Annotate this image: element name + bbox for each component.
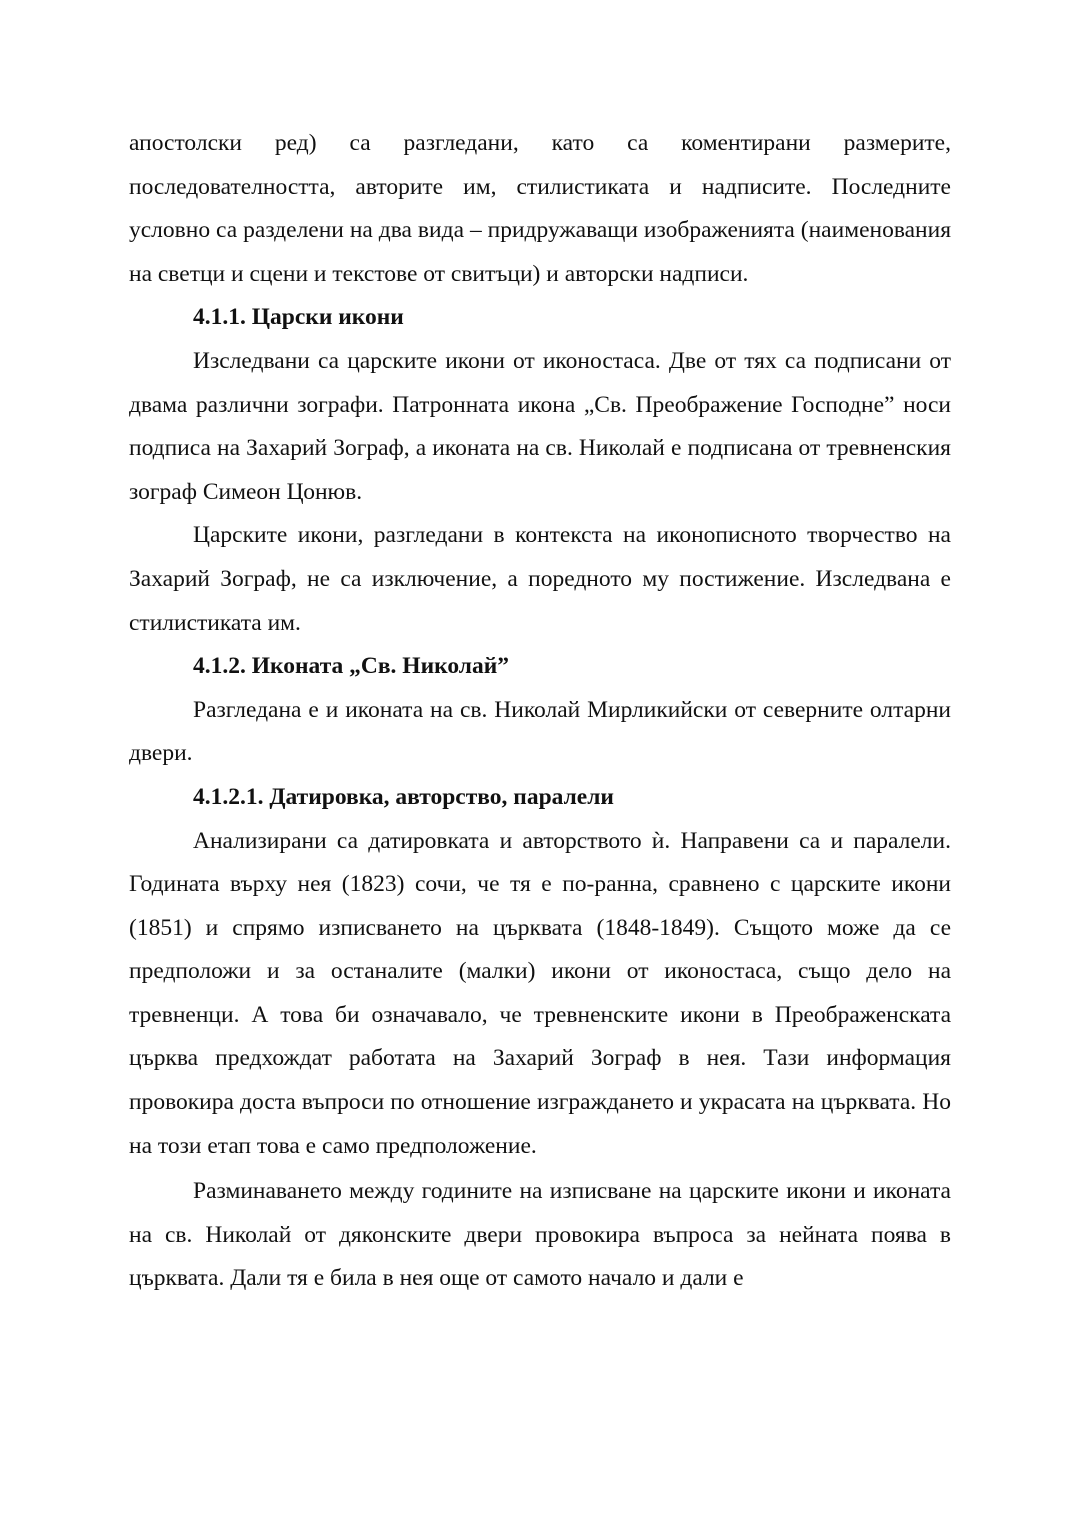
section-heading-4-1-1: 4.1.1. Царски икони [193, 304, 404, 331]
paragraph-royal-icons-context: Царските икони, разгледани в контекста на иконописното творчество на Захарий Зограф, не са изключение, а поредното му постижение. Изследвана е стилистиката им. [129, 522, 951, 636]
paragraph-dating-authorship: Анализирани са датировката и авторството ѝ. Направени са и паралели. Годината върху нея (1823) сочи, че тя е по-ранна, сравнено с царските икони (1851) и спрямо изписването на църквата (1848-1849). Същото може да се предположи и за останалите (малки) икони от иконостаса, също дело на тревненци. А това би означавало, че тревненските икони в Преображенската църква предхождат работата на Захарий Зограф в нея. Тази информация провокира доста въпроси по отношение изграждането и украсата на църквата. Но на този етап това е само предположение. [129, 827, 951, 1159]
document-page [129, 122, 951, 1301]
section-heading-4-1-2: 4.1.2. Иконата „Св. Николай” [193, 653, 510, 680]
paragraph-continuation: апостолски ред) са разгледани, като са коментирани размерите, последователността, авторите им, стилистиката и надписите. Последните условно са разделени на два вида – придружаващи изображенията (наименования на светци и сцени и текстове от свитъци) и авторски надписи. [129, 130, 951, 287]
section-heading-4-1-2-1: 4.1.2.1. Датировка, авторство, паралели [193, 783, 614, 810]
paragraph-st-nicholas-icon: Разгледана е и иконата на св. Николай Мирликийски от северните олтарни двери. [129, 696, 951, 767]
paragraph-discrepancy: Разминаването между годините на изписване на царските икони и иконата на св. Николай от дяконските двери провокира въпроса за нейната поява в църквата. Дали тя е била в нея още от самото начало и дали е [129, 1178, 951, 1292]
paragraph-royal-icons: Изследвани са царските икони от иконостаса. Две от тях са подписани от двама различни зографи. Патронната икона „Св. Преображение Господне” носи подписа на Захарий Зограф, а иконата на св. Николай е подписана от тревненския зограф Симеон Цонюв. [129, 347, 951, 505]
